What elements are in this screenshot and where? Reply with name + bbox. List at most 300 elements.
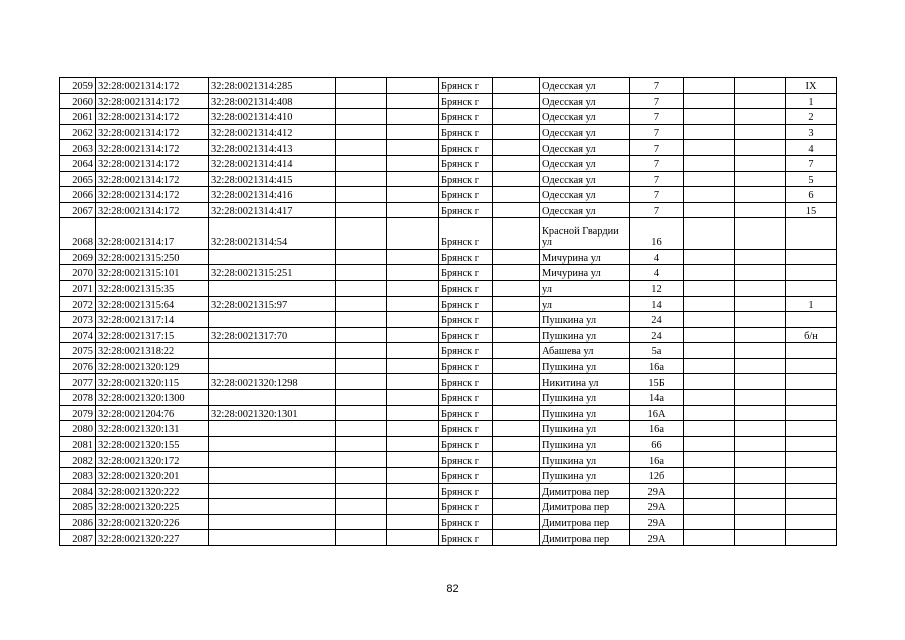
empty-cell — [336, 312, 387, 328]
empty-cell — [493, 296, 540, 312]
empty-cell — [336, 171, 387, 187]
city-cell: Брянск г — [439, 421, 493, 437]
empty-cell — [735, 327, 786, 343]
premises-cell — [786, 499, 837, 515]
empty-cell — [387, 249, 439, 265]
object-cadastral-number-cell: 32:28:0021317:70 — [209, 327, 336, 343]
street-cell: Пушкина ул — [540, 468, 630, 484]
empty-cell — [387, 280, 439, 296]
cadastral-number-cell: 32:28:0021314:17 — [96, 218, 209, 249]
empty-cell — [684, 296, 735, 312]
house-number-cell: 7 — [630, 140, 684, 156]
empty-cell — [684, 452, 735, 468]
cadastral-number-cell: 32:28:0021318:22 — [96, 343, 209, 359]
object-cadastral-number-cell — [209, 421, 336, 437]
house-number-cell: 16а — [630, 358, 684, 374]
house-number-cell: 4 — [630, 249, 684, 265]
object-cadastral-number-cell: 32:28:0021314:408 — [209, 93, 336, 109]
empty-cell — [387, 296, 439, 312]
city-cell: Брянск г — [439, 140, 493, 156]
empty-cell — [387, 265, 439, 281]
table-row — [60, 312, 837, 328]
empty-cell — [684, 155, 735, 171]
empty-cell — [493, 202, 540, 218]
empty-cell — [336, 187, 387, 203]
empty-cell — [493, 452, 540, 468]
row-number-cell: 2086 — [60, 514, 96, 530]
street-cell: Красной Гвардии ул — [540, 218, 630, 249]
empty-cell — [493, 390, 540, 406]
empty-cell — [387, 436, 439, 452]
empty-cell — [735, 436, 786, 452]
table-row — [60, 171, 837, 187]
row-number-cell: 2062 — [60, 124, 96, 140]
city-cell: Брянск г — [439, 280, 493, 296]
row-number-cell: 2068 — [60, 218, 96, 249]
row-number-cell: 2059 — [60, 78, 96, 94]
object-cadastral-number-cell — [209, 452, 336, 468]
street-cell: Одесская ул — [540, 155, 630, 171]
city-cell: Брянск г — [439, 93, 493, 109]
empty-cell — [493, 327, 540, 343]
cadastral-number-cell: 32:28:0021320:115 — [96, 374, 209, 390]
empty-cell — [684, 249, 735, 265]
empty-cell — [735, 468, 786, 484]
object-cadastral-number-cell — [209, 280, 336, 296]
house-number-cell: 24 — [630, 312, 684, 328]
table-row — [60, 358, 837, 374]
city-cell: Брянск г — [439, 171, 493, 187]
cadastral-number-cell: 32:28:0021317:14 — [96, 312, 209, 328]
empty-cell — [336, 514, 387, 530]
empty-cell — [336, 421, 387, 437]
street-cell: Пушкина ул — [540, 436, 630, 452]
city-cell: Брянск г — [439, 436, 493, 452]
street-cell: Пушкина ул — [540, 421, 630, 437]
row-number-cell: 2070 — [60, 265, 96, 281]
empty-cell — [735, 499, 786, 515]
row-number-cell: 2082 — [60, 452, 96, 468]
object-cadastral-number-cell: 32:28:0021314:412 — [209, 124, 336, 140]
empty-cell — [735, 171, 786, 187]
city-cell: Брянск г — [439, 327, 493, 343]
empty-cell — [684, 421, 735, 437]
empty-cell — [493, 280, 540, 296]
empty-cell — [336, 249, 387, 265]
city-cell: Брянск г — [439, 530, 493, 546]
cadastral-number-cell: 32:28:0021315:64 — [96, 296, 209, 312]
cadastral-number-cell: 32:28:0021314:172 — [96, 78, 209, 94]
empty-cell — [387, 78, 439, 94]
premises-cell — [786, 390, 837, 406]
object-cadastral-number-cell: 32:28:0021315:97 — [209, 296, 336, 312]
empty-cell — [493, 312, 540, 328]
object-cadastral-number-cell: 32:28:0021314:285 — [209, 78, 336, 94]
empty-cell — [735, 280, 786, 296]
house-number-cell: 29А — [630, 530, 684, 546]
table-row — [60, 468, 837, 484]
street-cell: Одесская ул — [540, 140, 630, 156]
object-cadastral-number-cell — [209, 483, 336, 499]
premises-cell: 4 — [786, 140, 837, 156]
premises-cell — [786, 405, 837, 421]
cadastral-number-cell: 32:28:0021317:15 — [96, 327, 209, 343]
empty-cell — [684, 171, 735, 187]
city-cell: Брянск г — [439, 374, 493, 390]
empty-cell — [387, 374, 439, 390]
table-row — [60, 265, 837, 281]
empty-cell — [493, 78, 540, 94]
empty-cell — [387, 514, 439, 530]
table-row — [60, 530, 837, 546]
table-row — [60, 452, 837, 468]
row-number-cell: 2073 — [60, 312, 96, 328]
empty-cell — [735, 530, 786, 546]
empty-cell — [336, 296, 387, 312]
table-row — [60, 436, 837, 452]
empty-cell — [735, 405, 786, 421]
cadastral-number-cell: 32:28:0021320:201 — [96, 468, 209, 484]
empty-cell — [387, 171, 439, 187]
empty-cell — [493, 436, 540, 452]
empty-cell — [684, 405, 735, 421]
empty-cell — [684, 93, 735, 109]
street-cell: Димитрова пер — [540, 483, 630, 499]
street-cell: Одесская ул — [540, 109, 630, 125]
table-row — [60, 202, 837, 218]
empty-cell — [493, 171, 540, 187]
empty-cell — [735, 390, 786, 406]
premises-cell — [786, 452, 837, 468]
city-cell: Брянск г — [439, 483, 493, 499]
street-cell: Пушкина ул — [540, 358, 630, 374]
empty-cell — [336, 93, 387, 109]
table-row — [60, 483, 837, 499]
empty-cell — [336, 452, 387, 468]
house-number-cell: 16 — [630, 218, 684, 249]
empty-cell — [735, 343, 786, 359]
empty-cell — [493, 343, 540, 359]
empty-cell — [493, 514, 540, 530]
house-number-cell: 7 — [630, 187, 684, 203]
empty-cell — [493, 358, 540, 374]
city-cell: Брянск г — [439, 249, 493, 265]
empty-cell — [684, 140, 735, 156]
empty-cell — [735, 187, 786, 203]
row-number-cell: 2071 — [60, 280, 96, 296]
empty-cell — [735, 358, 786, 374]
empty-cell — [493, 374, 540, 390]
empty-cell — [336, 374, 387, 390]
street-cell: Пушкина ул — [540, 452, 630, 468]
premises-cell — [786, 265, 837, 281]
cadastral-number-cell: 32:28:0021320:131 — [96, 421, 209, 437]
empty-cell — [493, 93, 540, 109]
row-number-cell: 2084 — [60, 483, 96, 499]
empty-cell — [336, 124, 387, 140]
empty-cell — [336, 218, 387, 249]
street-cell: Димитрова пер — [540, 499, 630, 515]
empty-cell — [493, 405, 540, 421]
cadastral-number-cell: 32:28:0021314:172 — [96, 140, 209, 156]
city-cell: Брянск г — [439, 358, 493, 374]
premises-cell — [786, 218, 837, 249]
empty-cell — [387, 421, 439, 437]
empty-cell — [387, 109, 439, 125]
empty-cell — [735, 374, 786, 390]
empty-cell — [735, 514, 786, 530]
object-cadastral-number-cell — [209, 436, 336, 452]
row-number-cell: 2085 — [60, 499, 96, 515]
empty-cell — [387, 218, 439, 249]
empty-cell — [336, 343, 387, 359]
premises-cell — [786, 280, 837, 296]
empty-cell — [336, 483, 387, 499]
house-number-cell: 4 — [630, 265, 684, 281]
empty-cell — [493, 265, 540, 281]
street-cell: Димитрова пер — [540, 514, 630, 530]
street-cell: Пушкина ул — [540, 405, 630, 421]
city-cell: Брянск г — [439, 109, 493, 125]
street-cell: Одесская ул — [540, 187, 630, 203]
premises-cell — [786, 530, 837, 546]
house-number-cell: 7 — [630, 124, 684, 140]
house-number-cell: 24 — [630, 327, 684, 343]
empty-cell — [336, 358, 387, 374]
object-cadastral-number-cell — [209, 358, 336, 374]
table-row — [60, 218, 837, 249]
empty-cell — [735, 265, 786, 281]
table-row — [60, 514, 837, 530]
empty-cell — [493, 499, 540, 515]
premises-cell — [786, 358, 837, 374]
cadastral-number-cell: 32:28:0021314:172 — [96, 187, 209, 203]
premises-cell — [786, 436, 837, 452]
empty-cell — [387, 468, 439, 484]
table-row — [60, 93, 837, 109]
city-cell: Брянск г — [439, 390, 493, 406]
city-cell: Брянск г — [439, 202, 493, 218]
city-cell: Брянск г — [439, 124, 493, 140]
cadastral-number-cell: 32:28:0021320:155 — [96, 436, 209, 452]
premises-cell: б/н — [786, 327, 837, 343]
house-number-cell: 15Б — [630, 374, 684, 390]
house-number-cell: 16а — [630, 452, 684, 468]
cadastral-number-cell: 32:28:0021314:172 — [96, 124, 209, 140]
empty-cell — [684, 514, 735, 530]
empty-cell — [735, 421, 786, 437]
street-cell: Мичурина ул — [540, 265, 630, 281]
empty-cell — [387, 155, 439, 171]
row-number-cell: 2076 — [60, 358, 96, 374]
table-row — [60, 390, 837, 406]
empty-cell — [336, 78, 387, 94]
object-cadastral-number-cell: 32:28:0021314:415 — [209, 171, 336, 187]
object-cadastral-number-cell: 32:28:0021320:1298 — [209, 374, 336, 390]
cadastral-number-cell: 32:28:0021320:1300 — [96, 390, 209, 406]
table-row — [60, 280, 837, 296]
object-cadastral-number-cell: 32:28:0021314:417 — [209, 202, 336, 218]
house-number-cell: 66 — [630, 436, 684, 452]
empty-cell — [735, 93, 786, 109]
empty-cell — [493, 530, 540, 546]
object-cadastral-number-cell — [209, 499, 336, 515]
object-cadastral-number-cell — [209, 514, 336, 530]
empty-cell — [684, 483, 735, 499]
empty-cell — [387, 390, 439, 406]
empty-cell — [735, 296, 786, 312]
empty-cell — [684, 390, 735, 406]
empty-cell — [387, 327, 439, 343]
street-cell: Димитрова пер — [540, 530, 630, 546]
table-row — [60, 405, 837, 421]
empty-cell — [735, 78, 786, 94]
cadastral-number-cell: 32:28:0021320:172 — [96, 452, 209, 468]
empty-cell — [684, 218, 735, 249]
empty-cell — [336, 327, 387, 343]
table-row — [60, 78, 837, 94]
premises-cell: 5 — [786, 171, 837, 187]
empty-cell — [684, 374, 735, 390]
table-row — [60, 421, 837, 437]
row-number-cell: 2080 — [60, 421, 96, 437]
empty-cell — [336, 280, 387, 296]
row-number-cell: 2061 — [60, 109, 96, 125]
empty-cell — [336, 390, 387, 406]
table-row — [60, 249, 837, 265]
object-cadastral-number-cell — [209, 312, 336, 328]
empty-cell — [684, 78, 735, 94]
house-number-cell: 29А — [630, 514, 684, 530]
premises-cell — [786, 483, 837, 499]
empty-cell — [336, 140, 387, 156]
house-number-cell: 14а — [630, 390, 684, 406]
cadastral-number-cell: 32:28:0021320:222 — [96, 483, 209, 499]
table-row — [60, 343, 837, 359]
object-cadastral-number-cell — [209, 468, 336, 484]
house-number-cell: 29А — [630, 499, 684, 515]
street-cell: ул — [540, 296, 630, 312]
empty-cell — [684, 468, 735, 484]
empty-cell — [684, 202, 735, 218]
cadastral-number-cell: 32:28:0021320:129 — [96, 358, 209, 374]
table-row — [60, 109, 837, 125]
city-cell: Брянск г — [439, 155, 493, 171]
row-number-cell: 2077 — [60, 374, 96, 390]
street-cell: Одесская ул — [540, 93, 630, 109]
city-cell: Брянск г — [439, 452, 493, 468]
table-row — [60, 140, 837, 156]
premises-cell: 2 — [786, 109, 837, 125]
city-cell: Брянск г — [439, 265, 493, 281]
object-cadastral-number-cell: 32:28:0021315:251 — [209, 265, 336, 281]
empty-cell — [735, 109, 786, 125]
cadastral-number-cell: 32:28:0021320:225 — [96, 499, 209, 515]
empty-cell — [684, 109, 735, 125]
empty-cell — [493, 468, 540, 484]
house-number-cell: 5а — [630, 343, 684, 359]
page-number: 82 — [446, 583, 459, 595]
street-cell: Одесская ул — [540, 78, 630, 94]
row-number-cell: 2072 — [60, 296, 96, 312]
cadastral-number-cell: 32:28:0021204:76 — [96, 405, 209, 421]
object-cadastral-number-cell — [209, 390, 336, 406]
house-number-cell: 29А — [630, 483, 684, 499]
empty-cell — [336, 109, 387, 125]
cadastral-number-cell: 32:28:0021314:172 — [96, 93, 209, 109]
cadastral-number-cell: 32:28:0021314:172 — [96, 155, 209, 171]
table-row — [60, 327, 837, 343]
empty-cell — [387, 343, 439, 359]
object-cadastral-number-cell: 32:28:0021314:410 — [209, 109, 336, 125]
street-cell: Пушкина ул — [540, 327, 630, 343]
empty-cell — [684, 187, 735, 203]
premises-cell: 1 — [786, 296, 837, 312]
empty-cell — [684, 343, 735, 359]
empty-cell — [493, 249, 540, 265]
cadastral-number-cell: 32:28:0021314:172 — [96, 171, 209, 187]
empty-cell — [387, 93, 439, 109]
empty-cell — [684, 265, 735, 281]
empty-cell — [387, 483, 439, 499]
empty-cell — [735, 202, 786, 218]
empty-cell — [735, 155, 786, 171]
street-cell: ул — [540, 280, 630, 296]
table-row — [60, 374, 837, 390]
registry-table — [59, 77, 837, 546]
city-cell: Брянск г — [439, 405, 493, 421]
premises-cell — [786, 468, 837, 484]
empty-cell — [336, 405, 387, 421]
city-cell: Брянск г — [439, 187, 493, 203]
table-row — [60, 296, 837, 312]
empty-cell — [387, 312, 439, 328]
empty-cell — [387, 202, 439, 218]
premises-cell: 3 — [786, 124, 837, 140]
empty-cell — [684, 280, 735, 296]
premises-cell: IX — [786, 78, 837, 94]
table-row — [60, 155, 837, 171]
city-cell: Брянск г — [439, 218, 493, 249]
empty-cell — [336, 530, 387, 546]
empty-cell — [735, 140, 786, 156]
row-number-cell: 2067 — [60, 202, 96, 218]
empty-cell — [387, 187, 439, 203]
empty-cell — [493, 124, 540, 140]
street-cell: Абашева ул — [540, 343, 630, 359]
object-cadastral-number-cell: 32:28:0021314:416 — [209, 187, 336, 203]
empty-cell — [684, 124, 735, 140]
row-number-cell: 2065 — [60, 171, 96, 187]
empty-cell — [493, 187, 540, 203]
object-cadastral-number-cell — [209, 343, 336, 359]
premises-cell — [786, 514, 837, 530]
row-number-cell: 2060 — [60, 93, 96, 109]
empty-cell — [735, 218, 786, 249]
street-cell: Пушкина ул — [540, 312, 630, 328]
object-cadastral-number-cell: 32:28:0021314:54 — [209, 218, 336, 249]
city-cell: Брянск г — [439, 499, 493, 515]
cadastral-number-cell: 32:28:0021315:101 — [96, 265, 209, 281]
table-row — [60, 187, 837, 203]
empty-cell — [684, 327, 735, 343]
cadastral-number-cell: 32:28:0021320:227 — [96, 530, 209, 546]
empty-cell — [387, 499, 439, 515]
house-number-cell: 7 — [630, 202, 684, 218]
row-number-cell: 2078 — [60, 390, 96, 406]
empty-cell — [684, 436, 735, 452]
empty-cell — [336, 155, 387, 171]
